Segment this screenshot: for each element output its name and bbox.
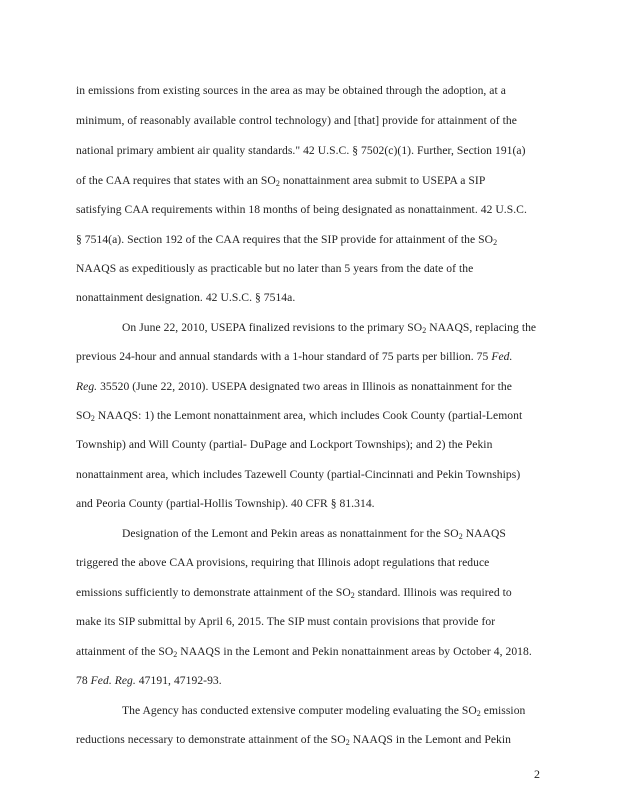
text-line: § 7514(a). Section 192 of the CAA requires that the SIP provide for attainment of the $SO_2$ [76, 233, 498, 247]
text-line: minimum, of reasonably available control technology) and [that] provide for attainment of the [76, 114, 517, 127]
text-line: reductions necessary to demonstrate attainment of the $SO_2$ NAAQS in the Lemont and Pekin [76, 733, 511, 747]
text-line: make its SIP submittal by April 6, 2015. The SIP must contain provisions that provide for [76, 615, 496, 628]
citation: 75 Fed. [476, 350, 513, 363]
text-line: The Agency has conducted extensive computer modeling evaluating the $SO_2$ emission [122, 704, 526, 718]
text-line: Designation of the Lemont and Pekin areas as nonattainment for the $SO_2$ NAAQS [122, 527, 506, 541]
citation: 78 Fed. Reg. [76, 674, 136, 687]
text-line: satisfying CAA requirements within 18 months of being designated as nonattainment. 42 U.S.C. [76, 203, 527, 216]
text-line: NAAQS as expeditiously as practicable but no later than 5 years from the date of the [76, 262, 474, 275]
text-line: of the CAA requires that states with an $SO_2$ nonattainment area submit to USEPA a SIP [76, 174, 486, 188]
text-line: national primary ambient air quality standards." 42 U.S.C. § 7502(c)(1). Further, Section 191(a) [76, 144, 526, 157]
text-line: Reg. 35520 (June 22, 2010). USEPA designated two areas in Illinois as nonattainment for the [76, 380, 512, 393]
page-number: 2 [534, 767, 540, 781]
text-line: nonattainment area, which includes Tazewell County (partial-Cincinnati and Pekin Townships) [76, 468, 521, 481]
text-line: nonattainment designation. 42 U.S.C. § 7514a. [76, 291, 296, 304]
text-line: 78 Fed. Reg. 47191, 47192-93. [76, 674, 222, 687]
text-line: previous 24-hour and annual standards with a 1-hour standard of 75 parts per billion. 75 Fed. [76, 350, 513, 363]
text-line: Township) and Will County (partial- DuPage and Lockport Townships); and 2) the Pekin [76, 438, 493, 451]
text-line: in emissions from existing sources in the area as may be obtained through the adoption, at a [76, 84, 506, 97]
text-line: On June 22, 2010, USEPA finalized revisions to the primary $SO_2$ NAAQS, replacing the [122, 321, 537, 335]
text-line: $SO_2$ NAAQS: 1) the Lemont nonattainment area, which includes Cook County (partial-Lemont [76, 409, 523, 423]
text-line: and Peoria County (partial-Hollis Township). 40 CFR § 81.314. [76, 497, 375, 510]
text-line: emissions sufficiently to demonstrate attainment of the $SO_2$ standard. Illinois was required to [76, 586, 512, 600]
text-line: triggered the above CAA provisions, requiring that Illinois adopt regulations that reduce [76, 556, 490, 569]
text-line: attainment of the $SO_2$ NAAQS in the Lemont and Pekin nonattainment areas by October 4, 2018. [76, 645, 532, 659]
